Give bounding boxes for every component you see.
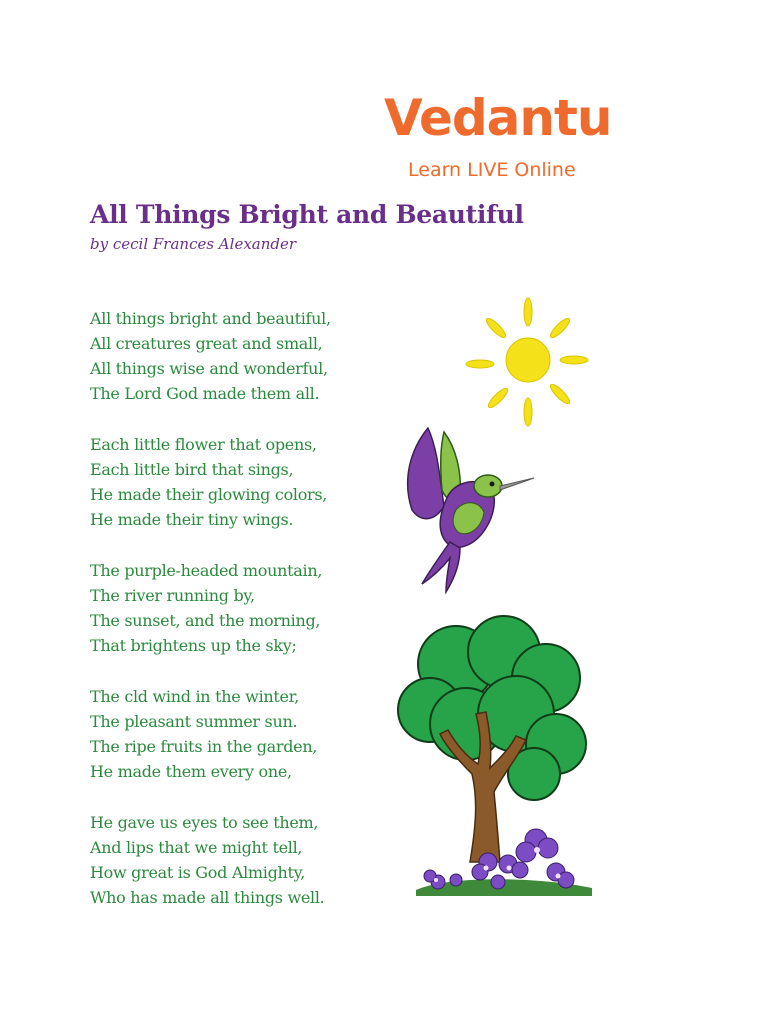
- logo-wordmark: Vedantu: [384, 89, 612, 147]
- sun-ray: [548, 316, 572, 340]
- poem-byline: by cecil Frances Alexander: [90, 235, 297, 253]
- poem-line: Who has made all things well.: [90, 888, 325, 907]
- sun-ray: [524, 298, 532, 326]
- stanza-4: [90, 684, 390, 784]
- logo-tagline: Learn LIVE Online: [408, 159, 576, 181]
- poem-line: The cld wind in the winter,: [90, 687, 300, 706]
- stanza-1: [90, 306, 390, 406]
- poem-body: [90, 306, 390, 936]
- flower-cluster: [416, 829, 592, 896]
- poem-line: The pleasant summer sun.: [90, 712, 298, 731]
- poem-line: Each little flower that opens,: [90, 435, 317, 454]
- stanza-5: [90, 810, 390, 910]
- poem-line: That brightens up the sky;: [90, 636, 297, 655]
- poem-title: All Things Bright and Beautiful: [90, 200, 524, 229]
- poem-line: All things wise and wonderful,: [90, 359, 328, 378]
- poem-line: He made them every one,: [90, 762, 292, 781]
- tree-illustration: [396, 614, 596, 899]
- sun-illustration: [460, 294, 596, 434]
- hummingbird-illustration: [400, 420, 540, 595]
- poem-line: Each little bird that sings,: [90, 460, 294, 479]
- poem-line: The ripe fruits in the garden,: [90, 737, 318, 756]
- poem-line: How great is God Almighty,: [90, 863, 306, 882]
- poem-line: He made their glowing colors,: [90, 485, 328, 504]
- bird-tail: [422, 542, 460, 592]
- sun-ray: [560, 356, 588, 364]
- poem-line: He made their tiny wings.: [90, 510, 294, 529]
- sun-ray: [484, 316, 508, 340]
- bird-wing-back: [408, 428, 444, 519]
- poem-line: The Lord God made them all.: [90, 384, 320, 403]
- poem-line: All things bright and beautiful,: [90, 309, 331, 328]
- poem-line: All creatures great and small,: [90, 334, 323, 353]
- sun-ray: [548, 382, 572, 406]
- stanza-3: [90, 558, 390, 658]
- poem-line: The sunset, and the morning,: [90, 611, 321, 630]
- sun-ray: [486, 386, 510, 410]
- bird-head: [474, 475, 502, 497]
- poem-line: He gave us eyes to see them,: [90, 813, 319, 832]
- sun-disc: [506, 338, 550, 382]
- bird-eye: [490, 482, 495, 487]
- sun-ray: [466, 360, 494, 368]
- poem-line: And lips that we might tell,: [90, 838, 303, 857]
- bird-beak: [500, 478, 534, 490]
- poem-line: The purple-headed mountain,: [90, 561, 323, 580]
- stanza-2: [90, 432, 390, 532]
- vedantu-logo: [384, 88, 624, 188]
- poem-line: The river running by,: [90, 586, 255, 605]
